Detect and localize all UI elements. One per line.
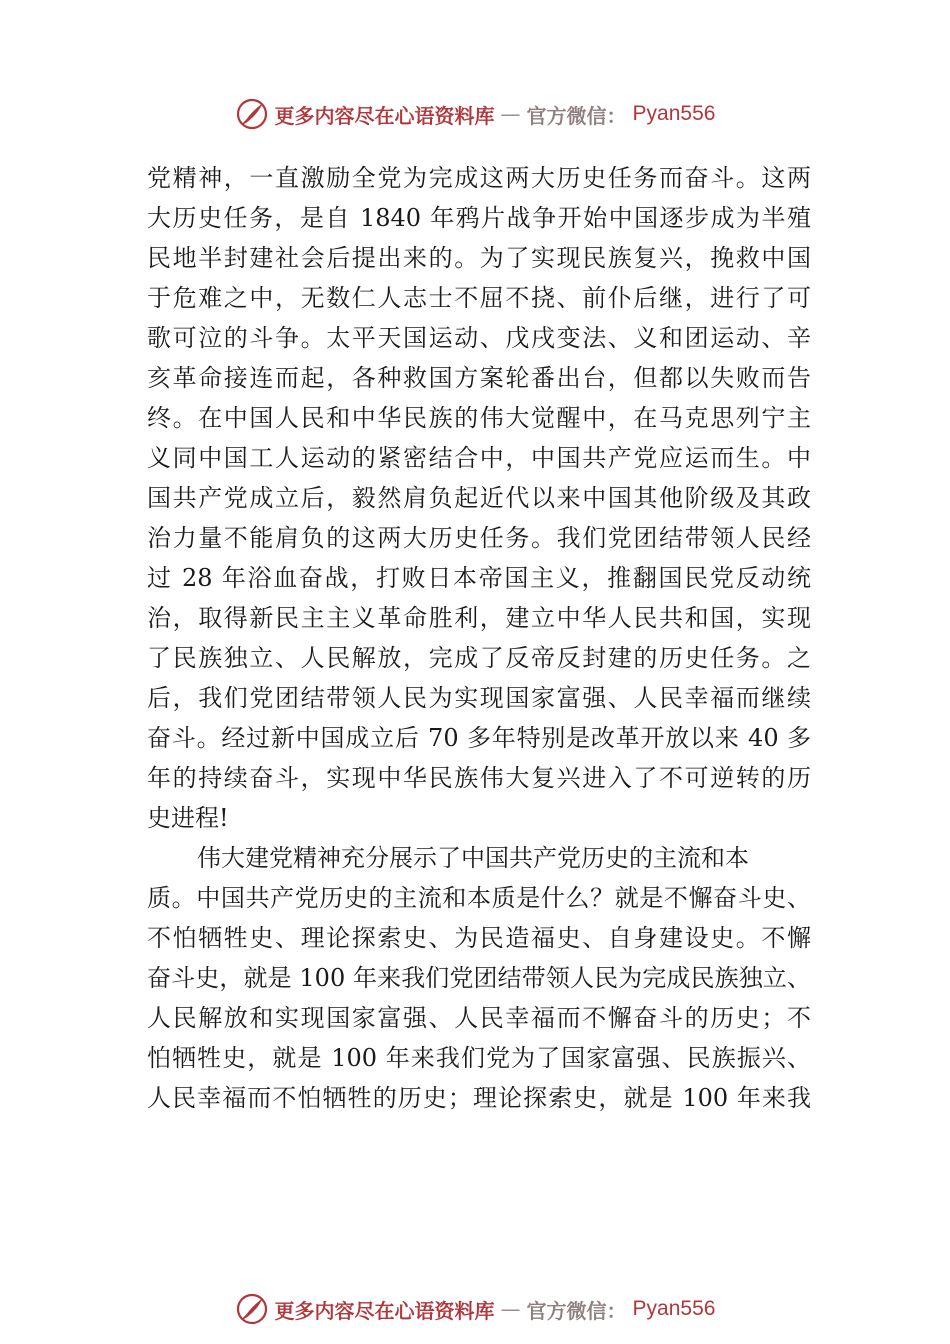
text-line: 了民族独立、人民解放，完成了反帝反封建的历史任务。之 [147, 644, 811, 672]
text-line: 亥革命接连而起，各种救国方案轮番出台，但都以失败而告 [147, 364, 811, 392]
watermark-main-text: 更多内容尽在心语资料库 [274, 103, 495, 128]
text-line: 年的持续奋斗，实现中华民族伟大复兴进入了不可逆转的历 [147, 764, 811, 792]
quill-seal-icon [235, 1292, 269, 1326]
text-line: 人民解放和实现国家富强、人民幸福而不懈奋斗的历史；不 [147, 1004, 811, 1032]
paragraph-start-line: 伟大建党精神充分展示了中国共产党历史的主流和本 [197, 844, 749, 872]
watermark-dash: — [500, 102, 521, 126]
text-line: 国共产党成立后，毅然肩负起近代以来中国其他阶级及其政 [147, 484, 811, 512]
text-line: 不怕牺牲史、理论探索史、为民造福史、自身建设史。不懈 [147, 924, 811, 952]
watermark-wechat-id: Pyan556 [632, 1297, 716, 1320]
watermark-main-text: 更多内容尽在心语资料库 [274, 1298, 495, 1323]
text-line: 怕牺牲史，就是 100 年来我们党为了国家富强、民族振兴、 [147, 1044, 811, 1072]
text-line: 大历史任务，是自 1840 年鸦片战争开始中国逐步成为半殖 [147, 204, 811, 232]
text-line: 党精神，一直激励全党为完成这两大历史任务而奋斗。这两 [147, 164, 811, 192]
quill-seal-icon [235, 97, 269, 131]
text-line: 于危难之中，无数仁人志士不屈不挠、前仆后继，进行了可 [147, 284, 811, 312]
text-line: 人民幸福而不怕牺牲的历史；理论探索史，就是 100 年来我 [147, 1084, 811, 1112]
text-line: 后，我们党团结带领人民为实现国家富强、人民幸福而继续 [147, 684, 811, 712]
watermark-wechat-id: Pyan556 [632, 102, 716, 125]
watermark-official-label: 官方微信： [526, 1298, 627, 1323]
text-line: 歌可泣的斗争。太平天国运动、戊戌变法、义和团运动、辛 [147, 324, 811, 352]
header-watermark [0, 94, 950, 134]
text-line: 民地半封建社会后提出来的。为了实现民族复兴，挽救中国 [147, 244, 811, 272]
text-line: 质。中国共产党历史的主流和本质是什么？就是不懈奋斗史、 [147, 884, 811, 912]
text-line: 治力量不能肩负的这两大历史任务。我们党团结带领人民经 [147, 524, 811, 552]
text-line: 史进程! [147, 804, 229, 832]
text-line: 奋斗史，就是 100 年来我们党团结带领人民为完成民族独立、 [147, 964, 811, 992]
text-line: 奋斗。经过新中国成立后 70 多年特别是改革开放以来 40 多 [147, 724, 811, 752]
text-line: 义同中国工人运动的紧密结合中，中国共产党应运而生。中 [147, 444, 811, 472]
text-line: 过 28 年浴血奋战，打败日本帝国主义，推翻国民党反动统 [147, 564, 811, 592]
footer-watermark [0, 1289, 950, 1329]
document-body [147, 158, 811, 1118]
watermark-official-label: 官方微信： [526, 103, 627, 128]
text-line: 治，取得新民主主义革命胜利，建立中华人民共和国，实现 [147, 604, 811, 632]
text-line: 终。在中国人民和中华民族的伟大觉醒中，在马克思列宁主 [147, 404, 811, 432]
watermark-dash: — [500, 1297, 521, 1321]
